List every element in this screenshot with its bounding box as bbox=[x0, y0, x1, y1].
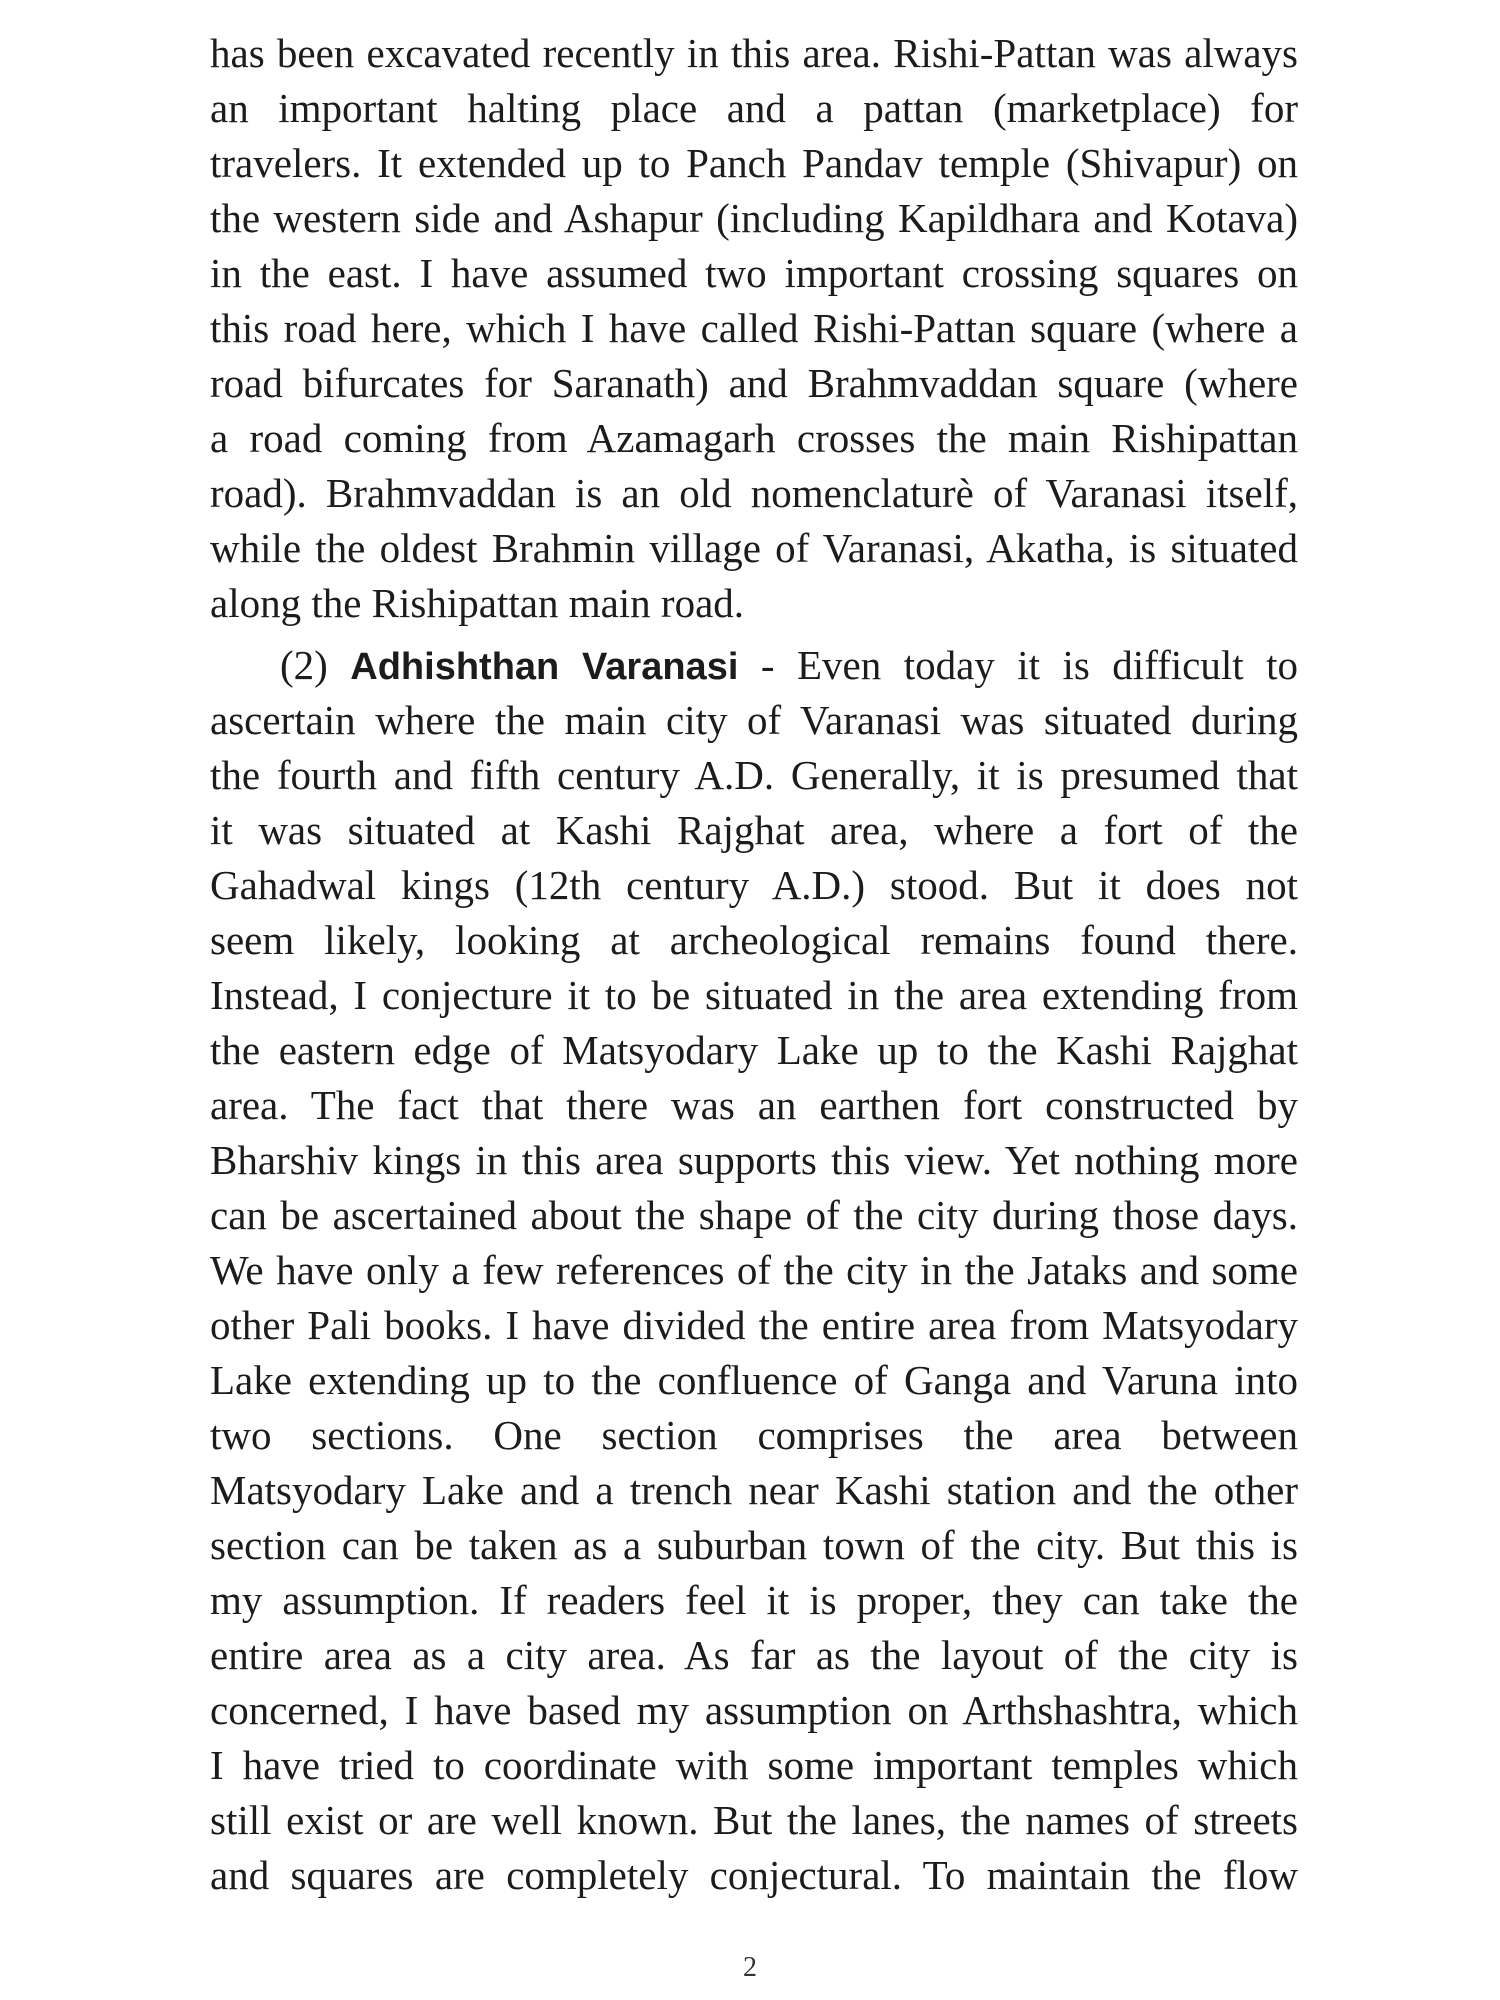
text-line: We have only a few references of the city in the Jataks and some bbox=[210, 1247, 1298, 1293]
text-line: can be ascertained about the shape of the city during those days. bbox=[210, 1192, 1298, 1238]
text-line: Lake extending up to the confluence of Ganga and Varuna into bbox=[210, 1357, 1298, 1403]
text-line: still exist or are well known. But the lanes, the names of streets bbox=[210, 1797, 1298, 1843]
section-heading: Adhishthan Varanasi bbox=[350, 646, 739, 688]
text-line: two sections. One section comprises the area between bbox=[210, 1412, 1298, 1458]
text-line: Matsyodary Lake and a trench near Kashi station and the other bbox=[210, 1467, 1298, 1513]
text-line: Gahadwal kings (12th century A.D.) stood. But it does not bbox=[210, 862, 1298, 908]
text-line: area. The fact that there was an earthen fort constructed by bbox=[210, 1082, 1298, 1128]
text-line: travelers. It extended up to Panch Pandav temple (Shivapur) on bbox=[210, 140, 1298, 186]
text-line: Bharshiv kings in this area supports this view. Yet nothing more bbox=[210, 1137, 1298, 1183]
paragraph-2-first-line bbox=[210, 638, 1298, 693]
text-line: road bifurcates for Saranath) and Brahmvaddan square (where bbox=[210, 360, 1298, 406]
text-line: Instead, I conjecture it to be situated in the area extending from bbox=[210, 972, 1298, 1018]
text-line: road). Brahmvaddan is an old nomenclaturè of Varanasi itself, bbox=[210, 470, 1298, 516]
text-line: while the oldest Brahmin village of Varanasi, Akatha, is situated bbox=[210, 525, 1298, 571]
text-line: the fourth and fifth century A.D. Generally, it is presumed that bbox=[210, 752, 1298, 798]
text-line: I have tried to coordinate with some important temples which bbox=[210, 1742, 1298, 1788]
paragraph-1 bbox=[210, 26, 1298, 631]
paragraph-gap bbox=[210, 631, 1298, 638]
text-line: a road coming from Azamagarh crosses the main Rishipattan bbox=[210, 415, 1298, 461]
text-line: and squares are completely conjectural. To maintain the flow bbox=[210, 1852, 1298, 1898]
list-number: (2) bbox=[280, 642, 328, 688]
body-text bbox=[210, 26, 1298, 1903]
text-line: the eastern edge of Matsyodary Lake up to the Kashi Rajghat bbox=[210, 1027, 1298, 1073]
paragraph-2 bbox=[210, 638, 1298, 1903]
text-line: seem likely, looking at archeological remains found there. bbox=[210, 917, 1298, 963]
text-line: concerned, I have based my assumption on Arthshashtra, which bbox=[210, 1687, 1298, 1733]
text-line: an important halting place and a pattan (marketplace) for bbox=[210, 85, 1298, 131]
text-line: the western side and Ashapur (including Kapildhara and Kotava) bbox=[210, 195, 1298, 241]
text-fragment: - Even today it is difficult to bbox=[760, 642, 1298, 688]
text-line: other Pali books. I have divided the entire area from Matsyodary bbox=[210, 1302, 1298, 1348]
text-line: ascertain where the main city of Varanasi was situated during bbox=[210, 697, 1298, 743]
text-line: section can be taken as a suburban town of the city. But this is bbox=[210, 1522, 1298, 1568]
text-line: along the Rishipattan main road. bbox=[210, 580, 745, 626]
text-line: has been excavated recently in this area. Rishi-Pattan was always bbox=[210, 30, 1298, 76]
text-line: in the east. I have assumed two important crossing squares on bbox=[210, 250, 1298, 296]
text-line: it was situated at Kashi Rajghat area, where a fort of the bbox=[210, 807, 1298, 853]
text-line: my assumption. If readers feel it is proper, they can take the bbox=[210, 1577, 1298, 1623]
text-line: entire area as a city area. As far as the layout of the city is bbox=[210, 1632, 1298, 1678]
text-line: this road here, which I have called Rishi-Pattan square (where a bbox=[210, 305, 1298, 351]
page-number: 2 bbox=[743, 1952, 757, 1983]
